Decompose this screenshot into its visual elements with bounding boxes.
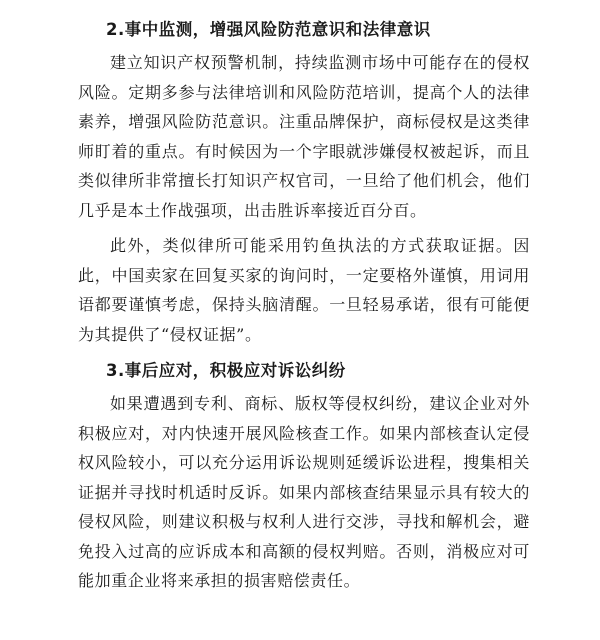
document-page <box>78 14 530 602</box>
section-heading-post-event-response: 3.事后应对，积极应对诉讼纠纷 <box>106 361 346 380</box>
paragraph-litigation-response: 如果遭遇到专利、商标、版权等侵权纠纷，建议企业对外积极应对，对内快速开展风险核查工作。如果内部核查认定侵权风险较小，可以充分运用诉讼规则延缓诉讼进程，搜集相关证据并寻找时机适时反诉。如果内部核查结果显示具有较大的侵权风险，则建议积极与权利人进行交涉，寻找和解机会，避免投入过高的应诉成本和高额的侵权判赔。否则，消极应对可能加重企业将来承担的损害赔偿责任。 <box>78 394 530 590</box>
section-heading-in-process-monitoring: 2.事中监测，增强风险防范意识和法律意识 <box>106 20 431 39</box>
paragraph-entrapment-evidence: 此外，类似律所可能采用钓鱼执法的方式获取证据。因此，中国卖家在回复买家的询问时，一定要格外谨慎，用词用语都要谨慎考虑，保持头脑清醒。一旦轻易承诺，很有可能便为其提供了“侵权证据”。 <box>78 236 530 344</box>
paragraph-ip-warning-mechanism: 建立知识产权预警机制，持续监测市场中可能存在的侵权风险。定期多参与法律培训和风险防范培训，提高个人的法律素养，增强风险防范意识。注重品牌保护，商标侵权是这类律师盯着的重点。有时候因为一个字眼就涉嫌侵权被起诉，而且类似律所非常擅长打知识产权官司，一旦给了他们机会，他们几乎是本土作战强项，出击胜诉率接近百分百。 <box>78 53 530 220</box>
